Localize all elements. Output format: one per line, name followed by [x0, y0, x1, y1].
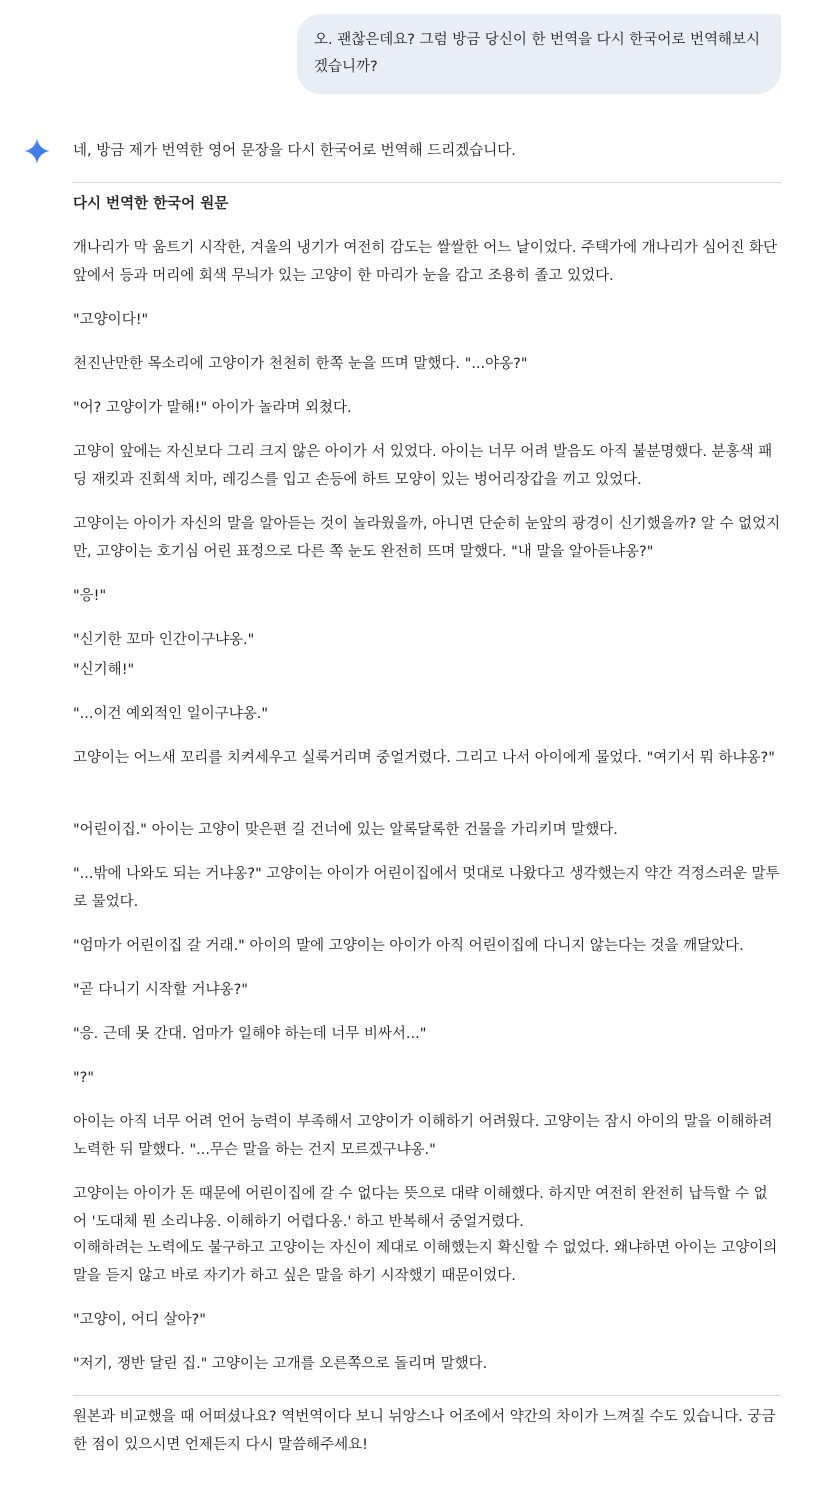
response-closing: 원본과 비교했을 때 어떠셨나요? 역번역이다 보니 뉘앙스나 어조에서 약간의 차이가 느껴질 수도 있습니다. 궁금한 점이 있으시면 언제든지 다시 말씀해주세요!	[73, 1409, 776, 1453]
paragraph: "응. 근데 못 간대. 엄마가 일해야 하는데 너무 비싸서..."	[73, 1026, 427, 1042]
user-message-bubble	[297, 14, 781, 94]
paragraph: "...이건 예외적인 일이구냐옹."	[73, 706, 269, 722]
response-heading: 다시 번역한 한국어 원문	[73, 196, 229, 212]
paragraph: "응!"	[73, 588, 107, 604]
paragraph: "?"	[73, 1070, 95, 1086]
paragraph: 아이는 아직 너무 어려 언어 능력이 부족해서 고양이가 이해하기 어려웠다. 고양이는 잠시 아이의 말을 이해하려 노력한 뒤 말했다. "...무슨 말을 하는 건지 모르겠구냐옹."	[73, 1114, 773, 1158]
paragraph: "신기해!"	[73, 662, 135, 678]
paragraph: "어린이집." 아이는 고양이 맞은편 길 건너에 있는 알록달록한 건물을 가리키며 말했다.	[73, 822, 618, 838]
divider-bottom	[73, 1395, 781, 1396]
paragraph: "신기한 꼬마 인간이구냐옹."	[73, 632, 255, 648]
paragraph: "고양이다!"	[73, 312, 149, 328]
paragraph: "어? 고양이가 말해!" 아이가 놀라며 외쳤다.	[73, 400, 352, 416]
paragraph: "엄마가 어린이집 갈 거래." 아이의 말에 고양이는 아이가 아직 어린이집에 다니지 않는다는 것을 깨달았다.	[73, 938, 744, 954]
response-intro: 네, 방금 제가 번역한 영어 문장을 다시 한국어로 번역해 드리겠습니다.	[73, 143, 516, 159]
paragraph: 고양이는 아이가 자신의 말을 알아듣는 것이 놀라웠을까, 아니면 단순히 눈앞의 광경이 신기했을까? 알 수 없었지만, 고양이는 호기심 어린 표정으로 다른 쪽 눈도 완전히 뜨며 말했다. "내 말을 알아듣냐옹?"	[73, 516, 781, 560]
paragraph: "...밖에 나와도 되는 거냐옹?" 고양이는 아이가 어린이집에서 멋대로 나왔다고 생각했는지 약간 걱정스러운 말투로 물었다.	[73, 866, 780, 910]
paragraph: 이해하려는 노력에도 불구하고 고양이는 자신이 제대로 이해했는지 확신할 수 없었다. 왜냐하면 아이는 고양이의 말을 듣지 않고 바로 자기가 하고 싶은 말을 하기 시작했기 때문이었다.	[73, 1240, 778, 1284]
paragraph: 고양이는 아이가 돈 때문에 어린이집에 갈 수 없다는 뜻으로 대략 이해했다. 하지만 여전히 완전히 납득할 수 없어 '도대체 뭔 소리냐옹. 이해하기 어렵다옹.' 하고 반복해서 중얼거렸다.	[73, 1186, 768, 1230]
gemini-sparkle-icon	[24, 138, 50, 164]
paragraph: 천진난만한 목소리에 고양이가 천천히 한쪽 눈을 뜨며 말했다. "...야옹?"	[73, 356, 528, 372]
paragraph: 고양이는 어느새 꼬리를 치켜세우고 실룩거리며 중얼거렸다. 그리고 나서 아이에게 물었다. "여기서 뭐 하냐옹?"	[73, 750, 775, 766]
paragraph: 고양이 앞에는 자신보다 그리 크지 않은 아이가 서 있었다. 아이는 너무 어려 발음도 아직 불분명했다. 분홍색 패딩 재킷과 진회색 치마, 레깅스를 입고 손등에 하트 모양이 있는 벙어리장갑을 끼고 있었다.	[73, 444, 773, 488]
divider-top	[73, 182, 781, 183]
paragraph: "저기, 쟁반 달린 집." 고양이는 고개를 오른쪽으로 돌리며 말했다.	[73, 1356, 488, 1372]
paragraph: "곧 다니기 시작할 거냐옹?"	[73, 982, 248, 998]
user-message-text: 오. 괜찮은데요? 그럼 방금 당신이 한 번역을 다시 한국어로 번역해보시겠습니까?	[314, 32, 760, 75]
paragraph: "고양이, 어디 살아?"	[73, 1312, 206, 1328]
paragraph: 개나리가 막 움트기 시작한, 겨울의 냉기가 여전히 감도는 쌀쌀한 어느 날이었다. 주택가에 개나리가 심어진 화단 앞에서 등과 머리에 회색 무늬가 있는 고양이 한 마리가 눈을 감고 조용히 졸고 있었다.	[73, 240, 778, 284]
